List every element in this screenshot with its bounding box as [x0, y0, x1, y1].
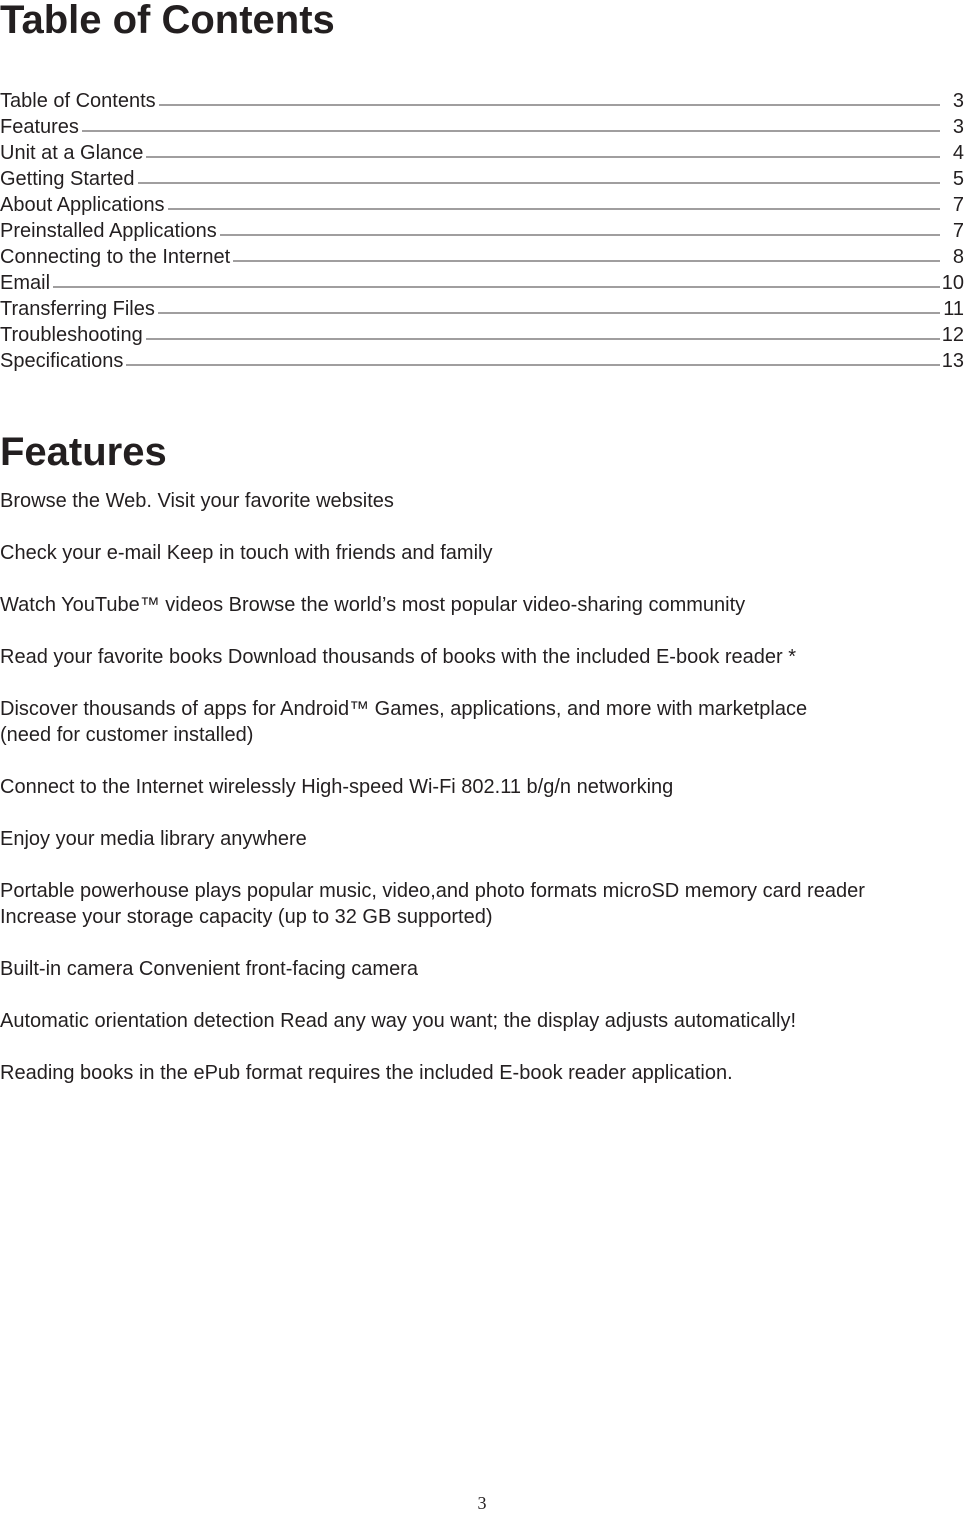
- feature-text-continued: (need for customer installed): [0, 724, 254, 746]
- toc-entry-label: Transferring Files: [0, 298, 155, 320]
- dot-leader: [138, 182, 940, 184]
- feature-item: [0, 644, 960, 670]
- toc-entry-page: 5: [952, 168, 964, 190]
- toc-entry-page: 12: [941, 324, 964, 346]
- feature-item: [0, 826, 960, 852]
- feature-item: [0, 878, 960, 930]
- toc-entry-page: 7: [952, 220, 964, 242]
- feature-text: Browse the Web. Visit your favorite websites: [0, 490, 394, 512]
- feature-text: Built-in camera Convenient front-facing camera: [0, 958, 418, 980]
- dot-leader: [158, 312, 940, 314]
- feature-item: [0, 956, 960, 982]
- toc-entry-label: Preinstalled Applications: [0, 220, 217, 242]
- dot-leader: [82, 130, 940, 132]
- feature-text: Automatic orientation detection Read any way you want; the display adjusts automatically!: [0, 1010, 796, 1032]
- toc-entry-label: Table of Contents: [0, 90, 156, 112]
- feature-item: [0, 488, 960, 514]
- toc-entry-label: Unit at a Glance: [0, 142, 144, 164]
- toc-entry-label: Getting Started: [0, 168, 135, 190]
- dot-leader: [159, 104, 940, 106]
- dot-leader: [53, 286, 940, 288]
- dot-leader: [168, 208, 940, 210]
- feature-text: Check your e-mail Keep in touch with friends and family: [0, 542, 493, 564]
- dot-leader: [146, 156, 940, 158]
- toc-entry-label: Troubleshooting: [0, 324, 143, 346]
- features-heading: Features: [0, 430, 167, 474]
- feature-text: Portable powerhouse plays popular music, video,and photo formats microSD memory card reader: [0, 880, 865, 902]
- toc-entry-label: About Applications: [0, 194, 165, 216]
- feature-item: [0, 696, 960, 748]
- toc-entry[interactable]: [0, 270, 964, 296]
- dot-leader: [126, 364, 940, 366]
- toc-entry[interactable]: [0, 166, 964, 192]
- toc-entry-page: 3: [952, 90, 964, 112]
- toc-entry-label: Features: [0, 116, 79, 138]
- feature-text: Read your favorite books Download thousands of books with the included E-book reader *: [0, 646, 797, 668]
- toc-entry-page: 13: [941, 350, 964, 372]
- feature-item: [0, 540, 960, 566]
- page-number: 3: [477, 1493, 487, 1513]
- toc-heading: Table of Contents: [0, 0, 335, 42]
- feature-item: [0, 774, 960, 800]
- toc-entry[interactable]: [0, 192, 964, 218]
- toc-list: [0, 88, 964, 374]
- toc-entry-label: Email: [0, 272, 51, 294]
- toc-entry[interactable]: [0, 140, 964, 166]
- toc-entry-page: 4: [952, 142, 964, 164]
- dot-leader: [146, 338, 940, 340]
- dot-leader: [220, 234, 940, 236]
- feature-item: [0, 592, 960, 618]
- features-list: [0, 488, 960, 1112]
- feature-text: Enjoy your media library anywhere: [0, 828, 307, 850]
- toc-entry-page: 3: [952, 116, 964, 138]
- toc-entry-page: 7: [952, 194, 964, 216]
- toc-entry[interactable]: [0, 88, 964, 114]
- toc-entry-label: Specifications: [0, 350, 124, 372]
- toc-entry-page: 11: [943, 298, 964, 320]
- toc-entry[interactable]: [0, 322, 964, 348]
- toc-entry[interactable]: [0, 296, 964, 322]
- feature-text-continued: Increase your storage capacity (up to 32 GB supported): [0, 906, 493, 928]
- toc-entry[interactable]: [0, 244, 964, 270]
- feature-text: Reading books in the ePub format requires the included E-book reader application.: [0, 1062, 733, 1084]
- feature-text: Watch YouTube™ videos Browse the world’s most popular video-sharing community: [0, 594, 746, 616]
- feature-item: [0, 1008, 960, 1034]
- toc-entry-page: 10: [941, 272, 964, 294]
- feature-text: Discover thousands of apps for Android™ Games, applications, and more with marketplace: [0, 698, 808, 720]
- toc-entry[interactable]: [0, 114, 964, 140]
- dot-leader: [233, 260, 940, 262]
- feature-text: Connect to the Internet wirelessly High-speed Wi-Fi 802.11 b/g/n networking: [0, 776, 674, 798]
- toc-entry[interactable]: [0, 348, 964, 374]
- toc-entry-label: Connecting to the Internet: [0, 246, 231, 268]
- toc-entry[interactable]: [0, 218, 964, 244]
- toc-entry-page: 8: [952, 246, 964, 268]
- feature-item: [0, 1060, 960, 1086]
